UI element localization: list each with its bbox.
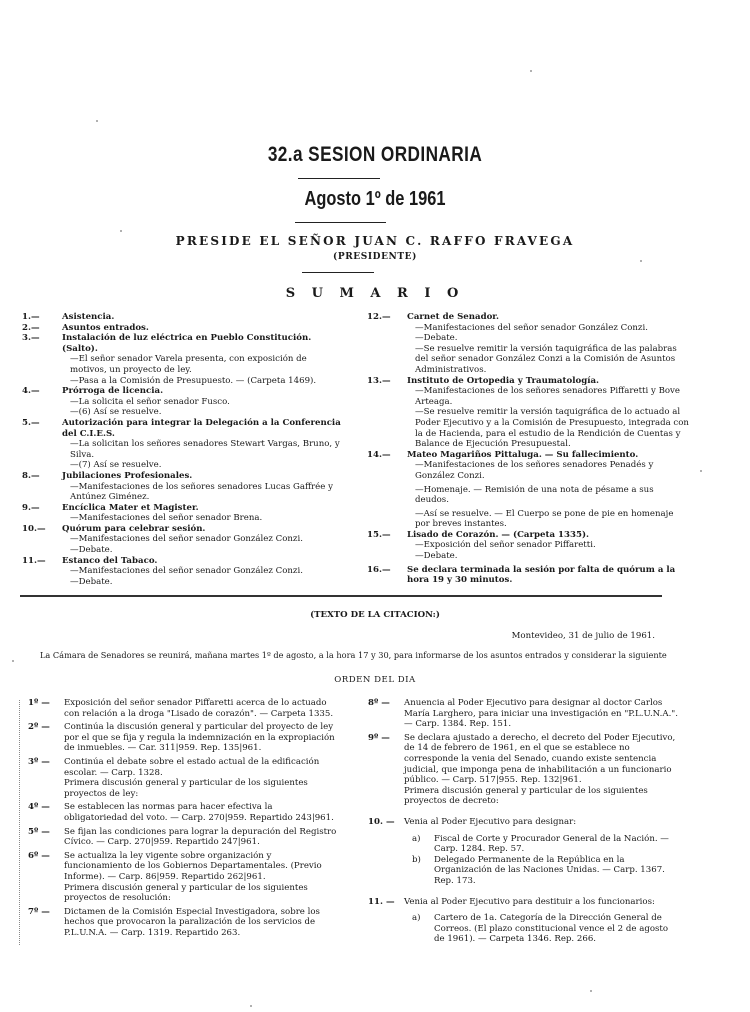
- orden-item: [28, 802, 338, 823]
- orden-text: Se fijan las condiciones para lograr la depuración del Registro Cívico. — Carp. 270|959. Repartido 247|961.: [64, 826, 337, 848]
- item-heading: Carnet de Senador.: [407, 312, 500, 322]
- item-detail: —(7) Así se resuelve.: [70, 460, 162, 471]
- sumario-item: [22, 323, 342, 334]
- item-detail: —Manifestaciones del señor senador González Conzi.: [415, 322, 648, 333]
- item-number: 11.—: [22, 555, 46, 566]
- subitem-letter: a): [412, 833, 421, 844]
- section-divider: [20, 595, 662, 597]
- session-title: 32.a SESION ORDINARIA: [267, 143, 483, 166]
- orden-note: Primera discusión general y particular de los siguientes proyectos de ley:: [64, 778, 308, 799]
- item-number: 14.—: [367, 449, 391, 460]
- orden-text: Venia al Poder Ejecutivo para designar:: [404, 816, 577, 827]
- item-detail: —Debate.: [70, 545, 113, 556]
- item-detail: —Debate.: [415, 551, 458, 562]
- orden-subitem: [404, 913, 678, 945]
- orden-number: 7º —: [28, 906, 50, 917]
- item-detail: —Manifestaciones de los señores senadores Lucas Gaffrée y Antúnez Giménez.: [70, 481, 333, 503]
- orden-text: Anuencia al Poder Ejecutivo para designar al doctor Carlos María Larghero, para iniciar una investigación en "P.L.U.N.A.". — Carp. 1384. Rep. 151.: [404, 698, 678, 730]
- item-number: 4.—: [22, 386, 40, 397]
- sumario-heading: S U M A R I O: [285, 286, 465, 301]
- date-divider: [295, 222, 386, 223]
- sumario-left-column: [22, 312, 342, 587]
- scan-speck: [12, 660, 14, 662]
- item-number: 15.—: [367, 529, 391, 540]
- orden-item: [28, 698, 338, 719]
- orden-text: Se declara ajustado a derecho, el decreto del Poder Ejecutivo, de 14 de febrero de 1961, en el que se establece no corresponde la venia del Senado, cuando existe sentencia judicial, que imponga pena de inhabilitación a un funcionario público. — Carp. 517|955. Rep. 132|961.: [404, 732, 676, 786]
- item-number: 16.—: [367, 564, 391, 575]
- orden-note: Primera discusión general y particular de los siguientes proyectos de resolución:: [64, 882, 308, 904]
- presiding-role: (PRESIDENTE): [333, 252, 417, 262]
- subitem-text: Delegado Permanente de la República en la Organización de las Naciones Unidas. — Carp. 1367. Rep. 173.: [434, 854, 665, 886]
- role-divider: [302, 272, 374, 273]
- orden-number: 8º —: [368, 698, 390, 708]
- subitem-letter: a): [412, 913, 421, 924]
- item-heading: Asuntos entrados.: [62, 322, 149, 333]
- orden-text: Dictamen de la Comisión Especial Investigadora, sobre los hechos que provocaron la paralización de los servicios de P.L.U.N.A. — Carp. 1319. Repartido 263.: [64, 906, 320, 938]
- item-detail: —Así se resuelve. — El Cuerpo se pone de pie en homenaje por breves instantes.: [415, 508, 674, 530]
- orden-number: 3º —: [28, 756, 50, 767]
- sumario-item: [367, 450, 689, 530]
- sumario-item: [22, 418, 342, 471]
- item-detail: —Exposición del señor senador Piffaretti.: [415, 540, 596, 551]
- orden-item: [28, 757, 338, 799]
- item-heading: Instalación de luz eléctrica en Pueblo Constitución. (Salto).: [62, 333, 312, 354]
- orden-text: Se establecen las normas para hacer efectiva la obligatoriedad del voto. — Carp. 270|959. Repartido 243|961.: [64, 802, 334, 823]
- orden-number: 10. —: [368, 816, 395, 827]
- item-heading: Se declara terminada la sesión por falta de quórum a la hora 19 y 30 minutos.: [407, 564, 676, 586]
- orden-text: Se actualiza la ley vigente sobre organización y funcionamiento de los Gobiernos Departamentales. (Previo Informe). — Carp. 86|959. Repartido 262|961.: [64, 850, 322, 882]
- item-heading: Estanco del Tabaco.: [62, 555, 158, 566]
- presiding-officer: PRESIDE EL SEÑOR JUAN C. RAFFO FRAVEGA: [175, 234, 575, 248]
- citacion-place-date: Montevideo, 31 de julio de 1961.: [511, 631, 655, 641]
- sumario-item: [367, 312, 689, 376]
- item-detail: —Se resuelve remitir la versión taquigráfica de las palabras del señor senador González Conzi a la Comisión de Asuntos Administrativos.: [415, 343, 677, 375]
- orden-sublist: [404, 834, 678, 887]
- sumario-item: [22, 386, 342, 418]
- item-detail: —Se resuelve remitir la versión taquigráfica de lo actuado al Poder Ejecutivo y a la Comisión de Presupuesto, integrada con la de Hacienda, para el estudio de la Rendición de Cuentas y Balance de Ejecución Presupuestal.: [415, 407, 689, 450]
- scan-speck: [530, 70, 532, 72]
- title-divider: [298, 178, 380, 179]
- sumario-item: [367, 376, 689, 450]
- sumario-item: [22, 471, 342, 503]
- orden-number: 9º —: [368, 732, 390, 743]
- scan-speck: [590, 990, 592, 992]
- citacion-heading: (TEXTO DE LA CITACION:): [310, 610, 440, 620]
- item-heading: Instituto de Ortopedia y Traumatología.: [407, 375, 600, 386]
- orden-subitem: [404, 855, 678, 887]
- orden-item: [28, 722, 338, 754]
- item-detail: —Manifestaciones de los señores senadores Piffaretti y Bove Arteaga.: [415, 386, 680, 407]
- item-number: 8.—: [22, 470, 40, 481]
- item-heading: Mateo Magariños Pittaluga. — Su fallecimiento.: [407, 449, 639, 460]
- sumario-item: [22, 312, 342, 323]
- item-detail: —(6) Así se resuelve.: [70, 407, 162, 418]
- orden-number: 5º —: [28, 826, 50, 837]
- orden-text: Venia al Poder Ejecutivo para destituir a los funcionarios:: [404, 896, 655, 907]
- sumario-item: [367, 565, 689, 586]
- item-heading: Jubilaciones Profesionales.: [62, 470, 193, 481]
- item-detail: —La solicitan los señores senadores Stewart Vargas, Bruno, y Silva.: [70, 439, 340, 460]
- citacion-intro: La Cámara de Senadores se reunirá, mañana martes 1º de agosto, a la hora 17 y 30, para informarse de los asuntos entrados y considerar la siguiente: [40, 650, 667, 660]
- orden-del-dia-heading: ORDEN DEL DIA: [334, 675, 416, 685]
- item-number: 12.—: [367, 312, 391, 322]
- session-date: Agosto 1º de 1961: [304, 188, 446, 210]
- orden-number: 11. —: [368, 896, 395, 907]
- orden-text: Continúa el debate sobre el estado actual de la edificación escolar. — Carp. 1328.: [64, 756, 320, 778]
- margin-dots: [19, 700, 20, 945]
- scan-speck: [700, 470, 702, 472]
- subitem-text: Fiscal de Corte y Procurador General de la Nación. — Carp. 1284. Rep. 57.: [434, 833, 669, 855]
- subitem-text: Cartero de 1a. Categoría de la Dirección General de Correos. (El plazo constitucional vence el 2 de agosto de 1961). — Carpeta 1346. Rep. 266.: [434, 913, 669, 945]
- orden-item: [368, 733, 678, 807]
- sumario-item: [367, 530, 689, 562]
- scan-speck: [120, 230, 122, 232]
- subitem-letter: b): [412, 854, 421, 865]
- scan-speck: [640, 260, 642, 262]
- scan-speck: [96, 120, 98, 122]
- item-number: 10.—: [22, 523, 46, 534]
- sumario-item: [22, 503, 342, 524]
- item-heading: Prórroga de licencia.: [62, 386, 164, 397]
- item-detail: —Manifestaciones de los señores senadores Penadés y González Conzi.: [415, 460, 654, 481]
- item-number: 13.—: [367, 375, 391, 386]
- orden-item: [28, 827, 338, 848]
- item-detail: —El señor senador Varela presenta, con exposición de motivos, un proyecto de ley.: [70, 354, 307, 375]
- orden-right-column: [368, 698, 678, 948]
- item-heading: Lisado de Corazón. — (Carpeta 1335).: [407, 529, 589, 540]
- sumario-right-column: [367, 312, 689, 586]
- item-detail: —Manifestaciones del señor senador Brena.: [70, 513, 263, 524]
- orden-subitem: [404, 834, 678, 855]
- orden-item: [28, 851, 338, 904]
- orden-note: Primera discusión general y particular de los siguientes proyectos de decreto:: [404, 785, 648, 807]
- orden-number: 4º —: [28, 802, 50, 813]
- item-detail: —Homenaje. — Remisión de una nota de pésame a sus deudos.: [415, 484, 654, 506]
- sumario-item: [22, 333, 342, 386]
- orden-number: 6º —: [28, 850, 50, 861]
- item-heading: Encíclica Mater et Magister.: [62, 502, 199, 513]
- item-detail: —Manifestaciones del señor senador González Conzi.: [70, 534, 303, 545]
- item-detail: —Debate.: [70, 576, 113, 587]
- item-detail: —Manifestaciones del señor senador González Conzi.: [70, 566, 303, 577]
- item-number: 5.—: [22, 417, 40, 428]
- item-detail: —Debate.: [415, 333, 458, 344]
- item-number: 1.—: [22, 312, 40, 322]
- orden-item: [368, 897, 678, 945]
- item-number: 3.—: [22, 333, 40, 344]
- item-heading: Autorización para integrar la Delegación a la Conferencia del C.I.E.S.: [62, 417, 341, 439]
- item-number: 9.—: [22, 502, 40, 513]
- orden-text: Exposición del señor senador Piffaretti acerca de lo actuado con relación a la droga "Lisado de corazón". — Carpeta 1335.: [64, 698, 334, 719]
- item-detail: —La solicita el señor senador Fusco.: [70, 396, 230, 407]
- orden-item: [368, 698, 678, 730]
- item-heading: Quórum para celebrar sesión.: [62, 523, 206, 534]
- sumario-item: [22, 556, 342, 588]
- orden-item: [368, 817, 678, 887]
- item-heading: Asistencia.: [62, 312, 115, 322]
- sumario-item: [22, 524, 342, 556]
- orden-number: 1º —: [28, 698, 50, 708]
- orden-number: 2º —: [28, 722, 50, 733]
- orden-left-column: [28, 698, 338, 941]
- item-number: 2.—: [22, 322, 40, 333]
- item-detail: —Pasa a la Comisión de Presupuesto. — (Carpeta 1469).: [70, 375, 317, 386]
- orden-item: [28, 907, 338, 939]
- orden-sublist: [404, 913, 678, 945]
- scan-speck: [250, 1005, 252, 1007]
- orden-text: Continúa la discusión general y particular del proyecto de ley por el que se fija y regula la indemnización en la expropiación de inmuebles. — Car. 311|959. Rep. 135|961.: [64, 722, 335, 754]
